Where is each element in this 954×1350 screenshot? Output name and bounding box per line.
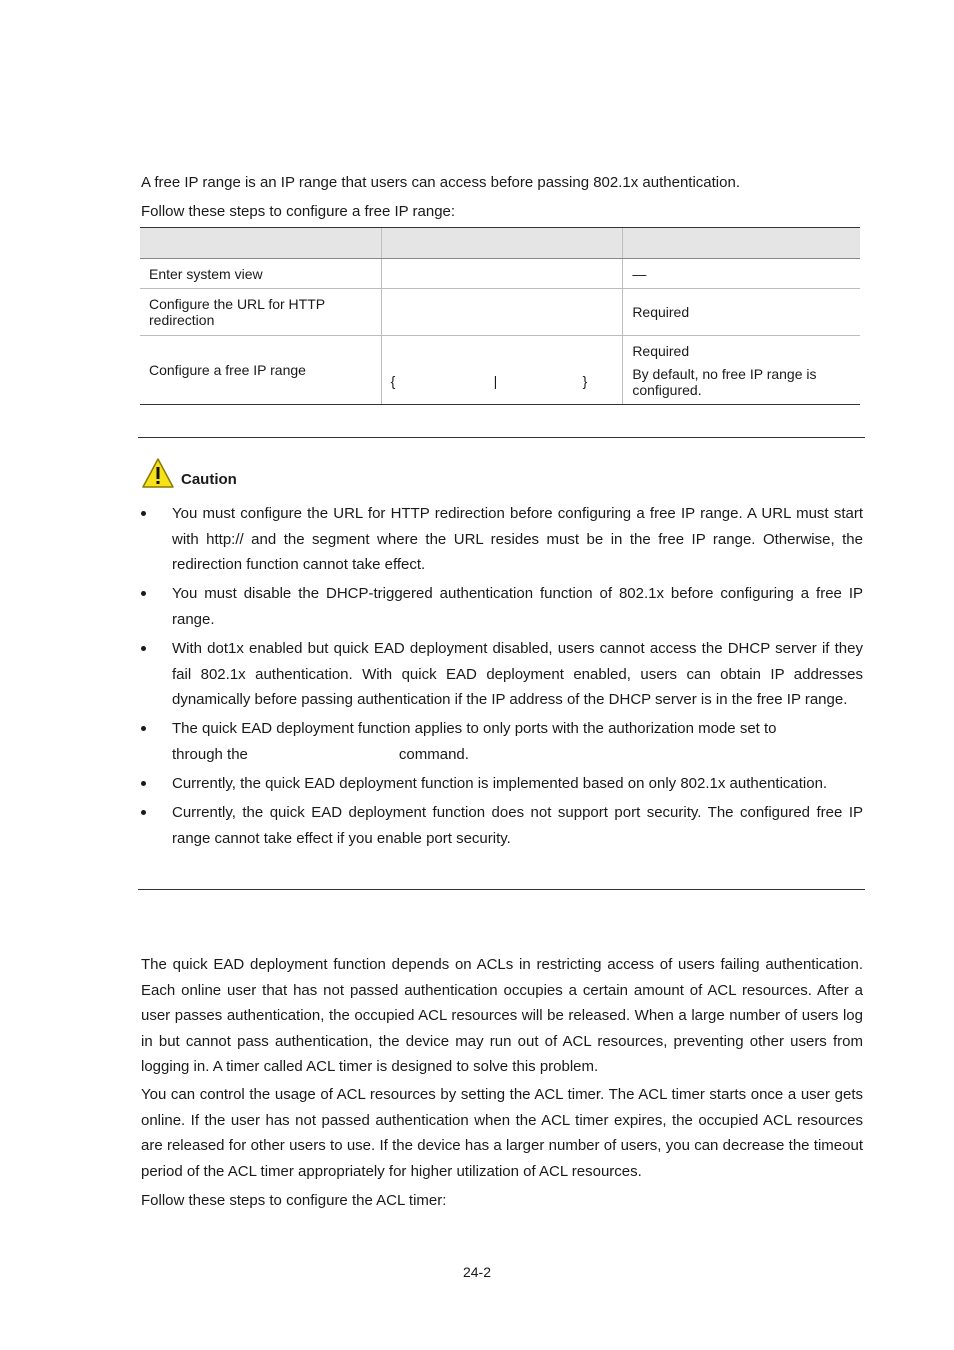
- list-item: [141, 581, 863, 632]
- acl-paragraph-1: The quick EAD deployment function depends on ACLs in restricting access of users failing authentication. Each online user that has not passed authentication occupies a certain amount of ACL resources. After a user passes authentication, the occupied ACL resources will be released. When a large number of users log in but cannot pass authentication, the device may run out of ACL resources, preventing other users from logging in. A timer called ACL timer is designed to solve this problem.: [141, 956, 863, 1076]
- list-item-text: Currently, the quick EAD deployment function is implemented based on only 802.1x authentication.: [172, 774, 828, 792]
- page-number: 24-2: [462, 1264, 492, 1280]
- table-row: [140, 289, 860, 336]
- warning-triangle-icon: [141, 457, 175, 489]
- operation-cell: Configure the URL for HTTP redirection: [140, 289, 381, 336]
- operation-cell: Enter system view: [140, 259, 381, 289]
- list-item: [141, 636, 863, 713]
- command-cell: [381, 289, 623, 336]
- list-item-text-cont: through the: [172, 745, 248, 763]
- remarks-cell: Required: [623, 289, 860, 336]
- remarks-cell: —: [623, 259, 860, 289]
- brace-open: {: [390, 373, 396, 389]
- list-item-text: The quick EAD deployment function applies to only ports with the authorization mode set to: [172, 720, 777, 738]
- caution-header: [141, 457, 237, 489]
- caution-list: [141, 501, 863, 855]
- intro-paragraph: A free IP range is an IP range that users can access before passing 802.1x authentication.: [141, 174, 740, 191]
- list-item-text: With dot1x enabled but quick EAD deployment disabled, users cannot access the DHCP server if they fail 802.1x authentication. With quick EAD deployment enabled, users can obtain IP addresses dynamically before passing authentication if the IP address of the DHCP server is in the free IP range.: [172, 639, 863, 709]
- caution-top-rule: [138, 437, 865, 438]
- list-item: [141, 501, 863, 578]
- header-command: [381, 228, 623, 259]
- list-item-text: You must configure the URL for HTTP redirection before configuring a free IP range. A URL must start with http:// and the segment where the URL resides must be in the free IP range. Otherwise, the redirection function cannot take effect.: [172, 505, 863, 574]
- list-item-text: Currently, the quick EAD deployment function does not support port security. The configured free IP range cannot take effect if you enable port security.: [172, 804, 863, 847]
- brace-separator: |: [493, 373, 498, 389]
- list-item: [141, 716, 863, 767]
- command-cell: [381, 336, 623, 405]
- caution-bottom-rule: [138, 889, 865, 890]
- list-item: [141, 800, 863, 851]
- config-table: [140, 227, 860, 405]
- acl-paragraph-2: You can control the usage of ACL resources by setting the ACL timer. The ACL timer starts once a user gets online. If the user has not passed authentication when the ACL timer expires, the occupied ACL resources are released for other users to use. If the device has a larger number of users, you can decrease the timeout period of the ACL timer appropriately for higher utilization of ACL resources.: [141, 1086, 863, 1180]
- caution-label: Caution: [181, 471, 237, 488]
- operation-cell: Configure a free IP range: [140, 336, 381, 405]
- header-remarks: [623, 228, 860, 259]
- remarks-required: Required: [632, 342, 690, 359]
- brace-close: }: [582, 373, 588, 389]
- remarks-default: By default, no free IP range is configured.: [632, 365, 817, 398]
- steps-intro: Follow these steps to configure a free IP range:: [141, 203, 456, 220]
- remarks-cell: [623, 336, 860, 405]
- list-item-text: You must disable the DHCP-triggered authentication function of 802.1x before configuring a free IP range.: [172, 585, 863, 628]
- table-row: [140, 336, 860, 405]
- table-row: [140, 259, 860, 289]
- list-item-text-cont: command.: [398, 745, 469, 763]
- acl-steps-intro: Follow these steps to configure the ACL timer:: [141, 1192, 447, 1209]
- header-operation: [140, 228, 381, 259]
- table-header-row: [140, 228, 860, 259]
- command-cell: [381, 259, 623, 289]
- list-item: [141, 771, 863, 797]
